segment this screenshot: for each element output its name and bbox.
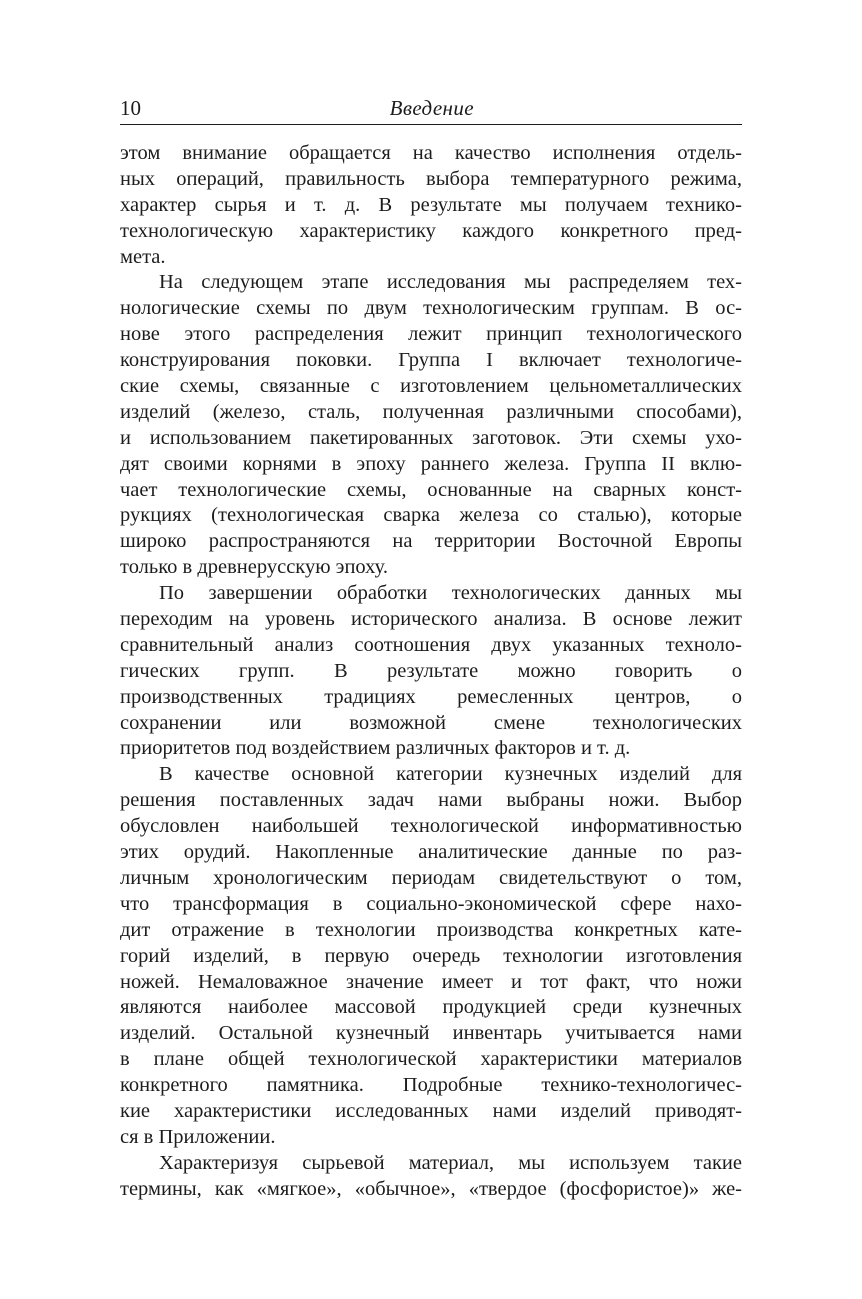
text-line: мета.: [120, 245, 166, 268]
text-line: переходим на уровень исторического анализа. В основе лежит: [120, 608, 742, 631]
text-line: изделий. Остальной кузнечный инвентарь учитывается нами: [120, 1022, 742, 1045]
text-line: конструирования поковки. Группа I включает технологиче-: [120, 349, 742, 372]
text-line: рукциях (технологическая сварка железа со сталью), которые: [120, 504, 742, 527]
text-line: ных операций, правильность выбора температурного режима,: [120, 167, 742, 190]
text-line: личным хронологическим периодам свидетельствуют о том,: [120, 866, 742, 889]
text-line: термины, как «мягкое», «обычное», «твердое (фосфористое)» же-: [120, 1177, 742, 1200]
text-line: горий изделий, в первую очередь технологии изготовления: [120, 944, 742, 967]
text-line: ские схемы, связанные с изготовлением цельнометаллических: [120, 375, 742, 398]
text-line: решения поставленных задач нами выбраны ножи. Выбор: [120, 789, 742, 812]
text-line: ся в Приложении.: [120, 1125, 276, 1148]
text-line: приоритетов под воздействием различных факторов и т. д.: [120, 737, 631, 760]
paragraph: [120, 141, 742, 270]
text-line: только в древнерусскую эпоху.: [120, 556, 388, 579]
text-line: чает технологические схемы, основанные на сварных конст-: [120, 478, 742, 501]
text-line: являются наиболее массовой продукцией среди кузнечных: [120, 996, 742, 1019]
text-line: характер сырья и т. д. В результате мы получаем технико-: [120, 193, 742, 216]
page-number: 10: [120, 96, 141, 120]
text-line: изделий (железо, сталь, полученная различными способами),: [120, 400, 742, 423]
paragraph: [120, 1151, 742, 1203]
paragraph: [120, 762, 742, 1150]
running-head-title: Введение: [389, 96, 474, 120]
text-line: По завершении обработки технологических данных мы: [159, 582, 742, 605]
text-line: сравнительный анализ соотношения двух указанных техноло-: [120, 633, 742, 656]
text-line: конкретного памятника. Подробные технико-технологичес-: [120, 1074, 742, 1097]
text-line: На следующем этапе исследования мы распределяем тех-: [159, 271, 742, 294]
text-line: производственных традициях ремесленных центров, о: [120, 685, 742, 708]
text-line: В качестве основной категории кузнечных изделий для: [159, 763, 742, 786]
text-line: ножей. Немаловажное значение имеет и тот факт, что ножи: [120, 970, 742, 993]
text-line: сохранении или возможной смене технологических: [120, 711, 742, 734]
text-line: что трансформация в социально-экономической сфере нахо-: [120, 892, 742, 915]
text-line: этом внимание обращается на качество исполнения отдель-: [120, 142, 742, 164]
text-line: широко распространяются на территории Восточной Европы: [120, 530, 742, 553]
text-line: в плане общей технологической характеристики материалов: [120, 1048, 742, 1071]
text-line: нологические схемы по двум технологическим группам. В ос-: [120, 297, 742, 320]
paragraph: [120, 270, 742, 581]
text-line: дит отражение в технологии производства конкретных кате-: [120, 918, 742, 941]
text-line: кие характеристики исследованных нами изделий приводят-: [120, 1099, 742, 1122]
paragraph: [120, 581, 742, 762]
text-line: нове этого распределения лежит принцип технологического: [120, 323, 742, 346]
text-line: Характеризуя сырьевой материал, мы используем такие: [159, 1151, 742, 1174]
header-rule: [120, 124, 742, 125]
text-line: обусловлен наибольшей технологической информативностью: [120, 815, 742, 838]
text-line: этих орудий. Накопленные аналитические данные по раз-: [120, 841, 742, 864]
text-line: и использованием пакетированных заготовок. Эти схемы ухо-: [120, 426, 742, 449]
text-line: гических групп. В результате можно говорить о: [120, 659, 742, 682]
text-line: технологическую характеристику каждого конкретного пред-: [120, 219, 742, 242]
running-head: [120, 95, 742, 125]
body-text: [120, 141, 742, 1203]
text-line: дят своими корнями в эпоху раннего железа. Группа II вклю-: [120, 452, 742, 475]
